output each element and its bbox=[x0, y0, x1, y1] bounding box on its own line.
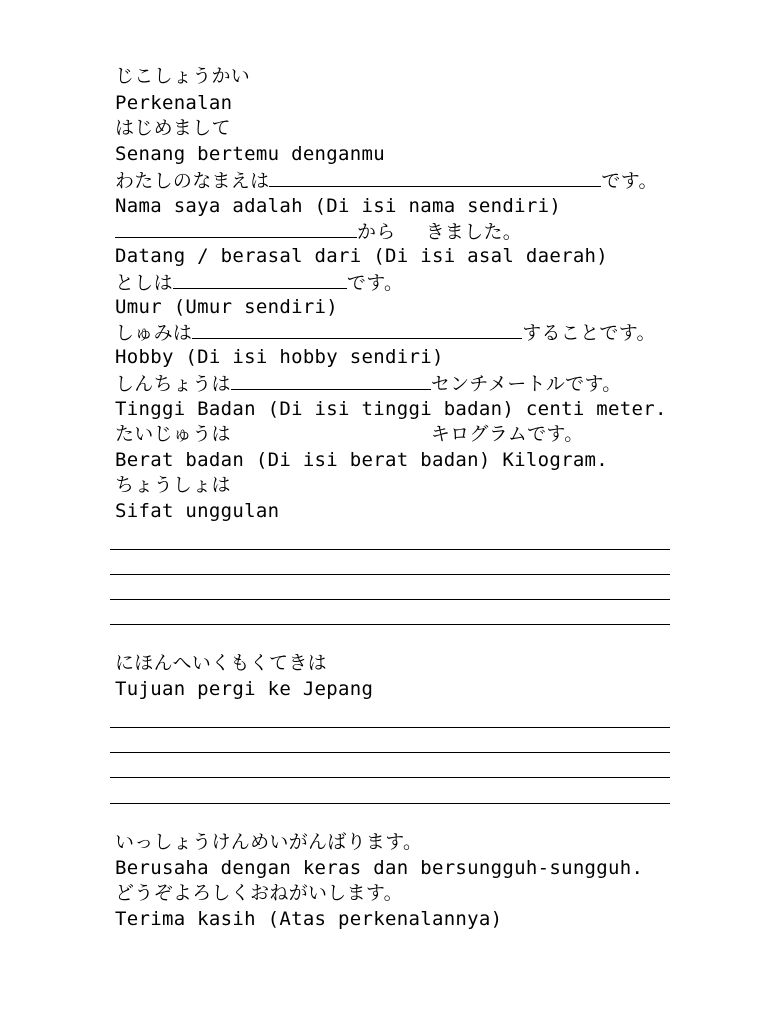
purpose-answer-line[interactable] bbox=[110, 803, 670, 804]
strength-answer-line[interactable] bbox=[110, 574, 670, 575]
hobby-prefix: しゅみは bbox=[115, 322, 193, 344]
effort-indonesian: Berusaha dengan keras dan bersungguh-sungguh. bbox=[115, 857, 644, 879]
strength-answer-line[interactable] bbox=[110, 549, 670, 550]
name-prefix: わたしのなまえは bbox=[115, 170, 270, 192]
purpose-answer-line[interactable] bbox=[110, 727, 670, 728]
height-prefix: しんちょうは bbox=[115, 373, 231, 395]
strength-answer-line[interactable] bbox=[110, 624, 670, 625]
hobby-suffix: することです。 bbox=[522, 322, 656, 344]
age-suffix: です。 bbox=[346, 272, 404, 294]
title-indonesian: Perkenalan bbox=[115, 92, 233, 114]
hobby-blank[interactable] bbox=[192, 320, 522, 339]
closing-indonesian: Terima kasih (Atas perkenalannya) bbox=[115, 908, 503, 930]
origin-line-indonesian: Datang / berasal dari (Di isi asal daerah) bbox=[115, 245, 609, 267]
age-line-japanese bbox=[115, 270, 403, 295]
strength-answer-line[interactable] bbox=[110, 599, 670, 600]
strength-label-indonesian: Sifat unggulan bbox=[115, 500, 280, 522]
greeting-japanese: はじめまして bbox=[115, 117, 231, 139]
age-blank[interactable] bbox=[173, 270, 347, 289]
purpose-answer-line[interactable] bbox=[110, 752, 670, 753]
title-japanese: じこしょうかい bbox=[115, 65, 251, 87]
weight-line-japanese bbox=[115, 422, 584, 446]
origin-blank[interactable] bbox=[115, 219, 357, 238]
greeting-indonesian: Senang bertemu denganmu bbox=[115, 143, 385, 165]
age-line-indonesian: Umur (Umur sendiri) bbox=[115, 296, 339, 318]
height-line-japanese bbox=[115, 371, 622, 396]
weight-line-indonesian: Berat badan (Di isi berat badan) Kilogram. bbox=[115, 449, 609, 471]
age-prefix: としは bbox=[115, 272, 173, 294]
purpose-label-indonesian: Tujuan pergi ke Jepang bbox=[115, 678, 374, 700]
hobby-line-japanese bbox=[115, 320, 656, 345]
closing-japanese: どうぞよろしくおねがいします。 bbox=[115, 882, 403, 904]
effort-japanese: いっしょうけんめいがんばります。 bbox=[115, 831, 423, 853]
weight-prefix: たいじゅうは bbox=[115, 423, 231, 445]
strength-label-japanese: ちょうしょは bbox=[115, 474, 231, 496]
weight-suffix: キログラムです。 bbox=[430, 423, 584, 445]
name-suffix: です。 bbox=[601, 170, 658, 192]
height-line-indonesian: Tinggi Badan (Di isi tinggi badan) centi meter. bbox=[115, 398, 667, 420]
name-line-indonesian: Nama saya adalah (Di isi nama sendiri) bbox=[115, 195, 562, 217]
origin-suffix-kimashita: きました。 bbox=[425, 221, 523, 243]
purpose-label-japanese: にほんへいくもくてきは bbox=[115, 652, 327, 674]
name-blank[interactable] bbox=[269, 168, 601, 187]
origin-line-japanese bbox=[115, 219, 522, 244]
height-suffix: センチメートルです。 bbox=[430, 373, 622, 395]
purpose-answer-line[interactable] bbox=[110, 777, 670, 778]
height-blank[interactable] bbox=[231, 371, 431, 390]
hobby-line-indonesian: Hobby (Di isi hobby sendiri) bbox=[115, 346, 444, 368]
name-line-japanese bbox=[115, 168, 658, 193]
origin-suffix-kara: から bbox=[357, 221, 396, 243]
